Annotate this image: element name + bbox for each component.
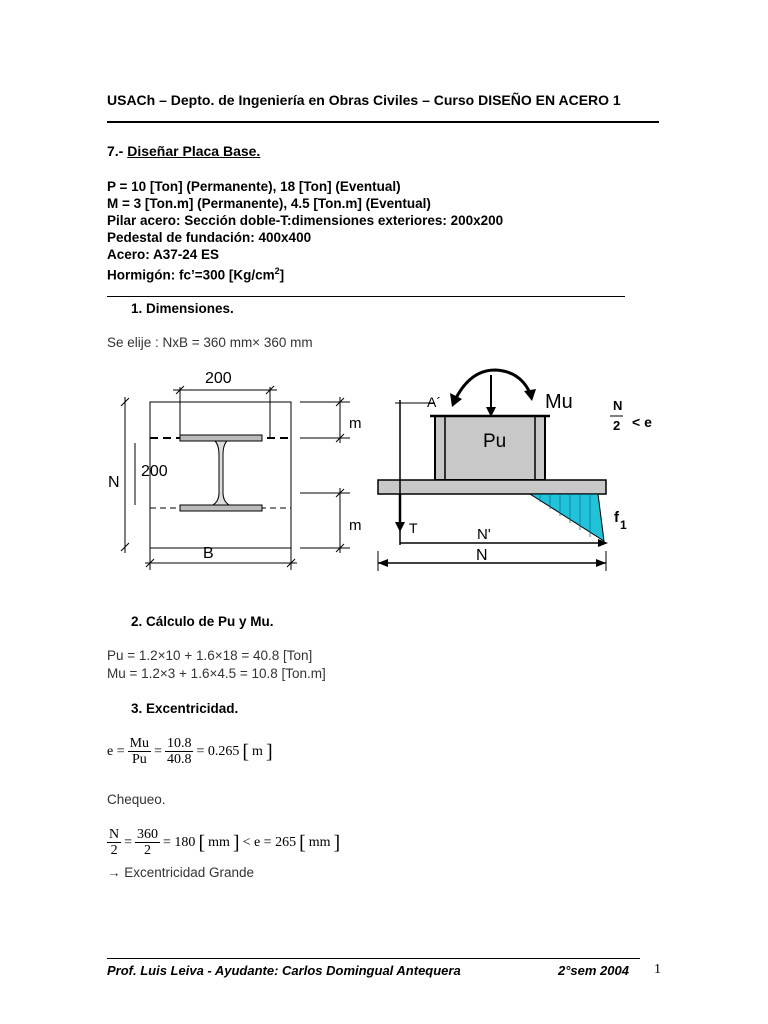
section-rule	[107, 296, 625, 297]
label-f: f	[614, 509, 619, 526]
eq2-frac-2: $\frac{360}{2}$	[137, 827, 159, 858]
section-2-line-1: Pu = 1.2×10 + 1.6×18 = 40.8 [Ton]	[107, 648, 313, 663]
concrete-text: Hormigón: fc’=300 [Kg/cm	[107, 267, 275, 283]
eq2-unit-2: mm	[308, 834, 331, 850]
problem-heading	[107, 143, 260, 159]
chequeo-text: Chequeo.	[107, 792, 166, 807]
side-rel: < e	[632, 414, 652, 430]
conclusion-text: → Excentricidad Grande	[107, 865, 255, 880]
eq2-unit-1: mm	[208, 834, 230, 850]
problem-line: P = 10 [Ton] (Permanente), 18 [Ton] (Eventual)	[107, 179, 401, 194]
section-1-text: Se elije : NxB = 360 mm× 360 mm	[107, 335, 313, 350]
stress-triangle	[530, 494, 604, 541]
dim-200-web-label: 200	[141, 463, 168, 480]
moment-arc	[455, 370, 530, 400]
eq2-frac-1: $\frac{N}{2}$	[109, 827, 120, 858]
side-frac-den: 2	[613, 418, 621, 433]
section-2-line-2: Mu = 1.2×3 + 1.6×4.5 = 10.8 [Ton.m]	[107, 666, 326, 681]
section-2-title: 2. Cálculo de Pu y Mu.	[131, 614, 274, 629]
problem-line-concrete	[107, 263, 284, 284]
eq1-unit: m	[252, 743, 263, 759]
label-N-elevation: N	[476, 547, 488, 564]
web	[213, 441, 229, 505]
eq1-equals: =	[154, 743, 162, 759]
eq1-frac-2: $\frac{10.8}{40.8}$	[166, 736, 192, 767]
label-Pu: Pu	[483, 431, 507, 452]
section-1-title: 1. Dimensiones.	[131, 301, 234, 316]
dim-200-top-label: 200	[205, 370, 232, 387]
concrete-sup: 2	[274, 266, 280, 276]
flange-bottom	[180, 505, 262, 511]
eq1-lhs: e =	[107, 743, 125, 759]
label-Nprime: N'	[477, 526, 491, 543]
equation-eccentricity: e = $\frac{Mu}{Pu}$ = $\frac{10.8}{40.8}$ = 0.265 [ m ]	[107, 736, 273, 767]
problem-line: Acero: A37-24 ES	[107, 247, 220, 262]
footer-right: 2°sem 2004	[558, 963, 629, 978]
problem-number: 7.-	[107, 143, 128, 159]
problem-line: Pilar acero: Sección doble-T:dimensiones exteriores: 200x200	[107, 213, 504, 228]
section-3-title: 3. Excentricidad.	[131, 701, 239, 716]
problem-line: M = 3 [Ton.m] (Permanente), 4.5 [Ton.m] (Eventual)	[107, 196, 431, 211]
eq2-equals: =	[124, 834, 133, 850]
label-Mu: Mu	[545, 391, 573, 413]
label-m-bottom: m	[349, 517, 362, 534]
footer-rule	[107, 958, 640, 959]
eq1-frac-1: $\frac{Mu}{Pu}$	[129, 736, 150, 767]
equation-check: $\frac{N}{2}$ = $\frac{360}{2}$ = 180 [ mm ] < e = 265 [ mm ]	[109, 827, 341, 858]
label-T: T	[409, 520, 418, 536]
plate-plan-figure	[105, 365, 362, 580]
label-f-sub: 1	[620, 518, 627, 532]
side-frac-num: N	[613, 398, 623, 413]
eq2-rhs: = 180	[163, 834, 196, 850]
header-rule	[107, 121, 659, 123]
label-A: A´	[427, 394, 441, 410]
page-number: 1	[654, 962, 661, 977]
eq1-rhs: = 0.265	[196, 743, 240, 759]
problem-line: Pedestal de fundación: 400x400	[107, 230, 312, 245]
footer-left: Prof. Luis Leiva - Ayudante: Carlos Domingual Antequera	[107, 963, 461, 978]
label-m-top: m	[349, 415, 362, 432]
plate-elevation-figure	[370, 365, 660, 580]
eq2-mid: < e = 265	[242, 834, 297, 850]
label-B: B	[203, 545, 214, 562]
header-title: USACh – Depto. de Ingeniería en Obras Civiles – Curso DISEÑO EN ACERO 1	[107, 92, 621, 108]
flange-top	[180, 435, 262, 441]
problem-title: Diseñar Placa Base.	[127, 143, 261, 159]
concrete-suffix: ]	[279, 267, 285, 283]
base-plate	[378, 480, 606, 494]
label-N: N	[108, 474, 120, 491]
